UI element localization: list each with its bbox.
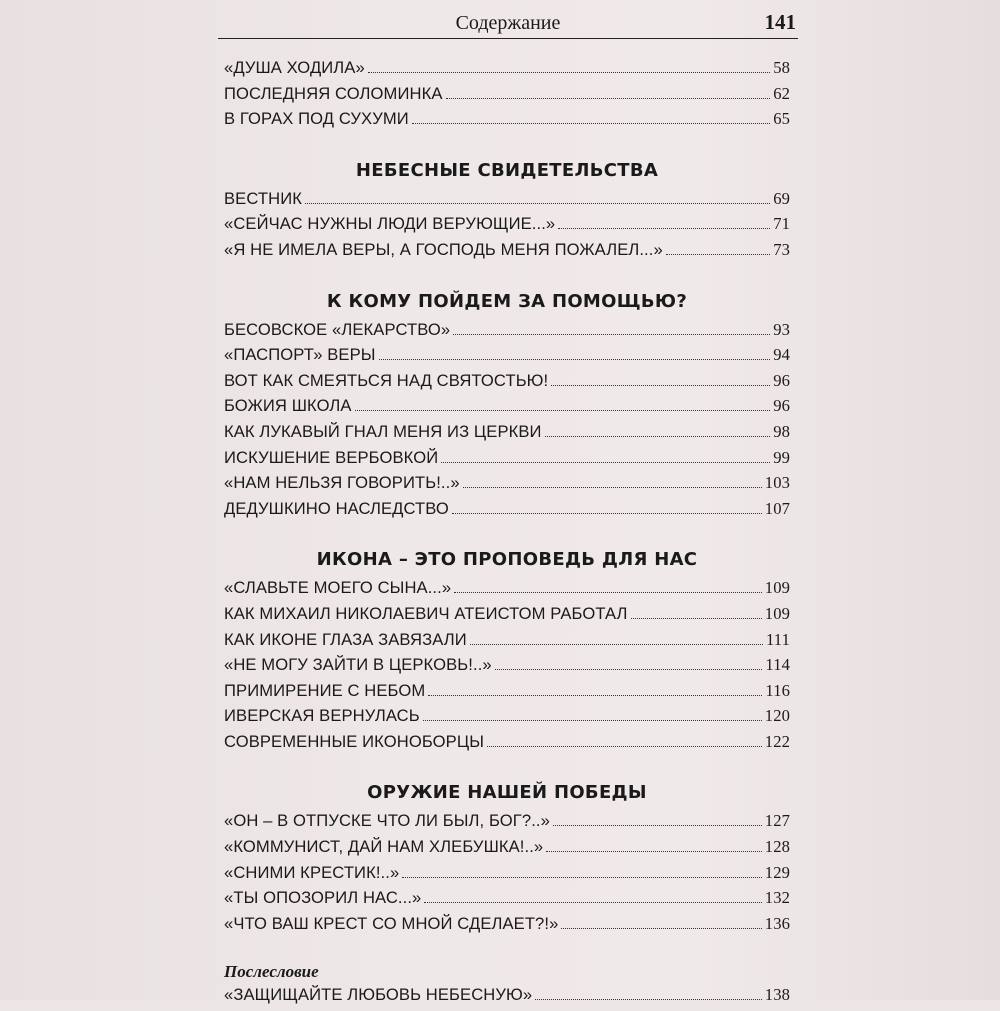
toc-entry-title: ПРИМИРЕНИЕ С НЕБОМ [224, 680, 426, 700]
toc-entry-title: «ЗАЩИЩАЙТЕ ЛЮБОВЬ НЕБЕСНУЮ» [224, 985, 533, 1005]
page-header [218, 6, 798, 39]
toc-entry-page: 96 [773, 370, 790, 390]
dot-leader [631, 618, 762, 619]
dot-leader [561, 928, 761, 929]
toc-entry-page: 103 [764, 473, 790, 493]
toc-entry-title: «ПАСПОРТ» ВЕРЫ [224, 345, 376, 365]
toc-entry-title: «ТЫ ОПОЗОРИЛ НАС...» [224, 888, 422, 908]
toc-entry-page: 109 [764, 603, 790, 623]
toc-entry[interactable] [224, 189, 790, 215]
toc-entry-page: 73 [773, 239, 790, 259]
toc-entry-page: 58 [773, 58, 790, 77]
dot-leader [424, 902, 761, 903]
toc-entry-title: ИСКУШЕНИЕ ВЕРБОВКОЙ [224, 447, 439, 467]
toc-entry-page: 98 [773, 421, 790, 441]
toc-entry-title: «СЕЙЧАС НУЖНЫ ЛЮДИ ВЕРУЮЩИЕ...» [224, 214, 556, 234]
dot-leader [463, 487, 762, 488]
toc-entry-title: «ЧТО ВАШ КРЕСТ СО МНОЙ СДЕЛАЕТ?!» [224, 913, 559, 933]
toc-entry-title: ИВЕРСКАЯ ВЕРНУЛАСЬ [224, 706, 420, 726]
section-heading: НЕБЕСНЫЕ СВИДЕТЕЛЬСТВА [355, 159, 659, 181]
toc-entry-title: КАК ИКОНЕ ГЛАЗА ЗАВЯЗАЛИ [224, 629, 467, 649]
toc-entry-title: «ОН – В ОТПУСКЕ ЧТО ЛИ БЫЛ, БОГ?..» [224, 811, 550, 831]
toc-entry[interactable] [224, 109, 790, 135]
toc-entry-page: 99 [773, 447, 790, 467]
toc-entry[interactable] [224, 214, 790, 240]
toc-entry-page: 129 [764, 862, 790, 882]
toc-entry[interactable] [224, 863, 790, 889]
toc-entry-title: ВОТ КАК СМЕЯТЬСЯ НАД СВЯТОСТЬЮ! [224, 370, 549, 390]
toc-entry[interactable] [224, 706, 790, 732]
dot-leader [553, 825, 762, 826]
toc-entry-title: В ГОРАХ ПОД СУХУМИ [224, 109, 409, 129]
dot-leader [446, 98, 771, 99]
dot-leader [545, 436, 771, 437]
toc-entry[interactable] [224, 84, 790, 110]
running-title: Содержание [455, 12, 561, 34]
dot-leader [412, 123, 770, 124]
toc-entry[interactable] [224, 630, 790, 656]
dot-leader [379, 359, 771, 360]
toc-entry-title: БОЖИЯ ШКОЛА [224, 396, 352, 416]
table-of-contents [224, 58, 790, 1011]
dot-leader [453, 334, 770, 335]
toc-entry-title: БЕСОВСКОЕ «ЛЕКАРСТВО» [224, 319, 451, 339]
toc-entry-page: 128 [764, 837, 790, 857]
toc-entry-page: 109 [764, 578, 790, 598]
toc-entry-page: 127 [764, 811, 790, 831]
toc-entry[interactable] [224, 448, 790, 474]
toc-entry-title: ВЕСТНИК [224, 188, 302, 208]
dot-leader [558, 228, 770, 229]
toc-entry-title: «СЛАВЬТЕ МОЕГО СЫНА...» [224, 578, 452, 598]
toc-entry[interactable] [224, 811, 790, 837]
toc-entry-page: 111 [766, 629, 790, 649]
toc-entry-page: 107 [764, 498, 790, 518]
toc-entry-page: 65 [773, 109, 790, 129]
toc-entry-page: 116 [765, 680, 790, 700]
dot-leader [441, 462, 770, 463]
toc-entry-page: 136 [764, 913, 790, 933]
toc-entry[interactable] [224, 604, 790, 630]
toc-entry-page: 71 [773, 214, 790, 234]
dot-leader [355, 410, 771, 411]
toc-entry[interactable] [224, 320, 790, 346]
toc-entry-title: «СНИМИ КРЕСТИК!..» [224, 862, 400, 882]
toc-entry[interactable] [224, 578, 790, 604]
dot-leader [551, 385, 770, 386]
toc-entry-title: КАК МИХАИЛ НИКОЛАЕВИЧ АТЕИСТОМ РАБОТАЛ [224, 603, 628, 623]
dot-leader [452, 513, 762, 514]
dot-leader [368, 72, 770, 73]
dot-leader [428, 695, 762, 696]
toc-entry-page: 132 [764, 888, 790, 908]
toc-entry[interactable] [224, 240, 790, 266]
toc-entry-title: «ДУША ХОДИЛА» [224, 58, 365, 77]
dot-leader [495, 669, 763, 670]
toc-entry-title: «НЕ МОГУ ЗАЙТИ В ЦЕРКОВЬ!..» [224, 655, 492, 675]
toc-entry-afterword[interactable] [224, 985, 790, 1011]
toc-entry[interactable] [224, 371, 790, 397]
toc-entry-title: ДЕДУШКИНО НАСЛЕДСТВО [224, 498, 449, 518]
toc-entry[interactable] [224, 58, 790, 84]
dot-leader [470, 644, 763, 645]
afterword-label: Послесловие [224, 962, 319, 982]
toc-entry-page: 114 [765, 655, 790, 675]
toc-entry-title: КАК ЛУКАВЫЙ ГНАЛ МЕНЯ ИЗ ЦЕРКВИ [224, 421, 542, 441]
toc-entry[interactable] [224, 345, 790, 371]
dot-leader [454, 592, 762, 593]
toc-entry-page: 96 [773, 396, 790, 416]
toc-entry-title: СОВРЕМЕННЫЕ ИКОНОБОРЦЫ [224, 731, 485, 751]
toc-entry[interactable] [224, 732, 790, 758]
toc-entry-page: 122 [764, 731, 790, 751]
toc-entry[interactable] [224, 396, 790, 422]
dot-leader [666, 254, 770, 255]
toc-entry[interactable] [224, 888, 790, 914]
toc-entry[interactable] [224, 655, 790, 681]
dot-leader [546, 851, 762, 852]
toc-entry-title: ПОСЛЕДНЯЯ СОЛОМИНКА [224, 83, 443, 103]
toc-entry-page: 62 [773, 83, 790, 103]
toc-entry-page: 94 [773, 345, 790, 365]
toc-entry[interactable] [224, 422, 790, 448]
toc-entry-title: «Я НЕ ИМЕЛА ВЕРЫ, А ГОСПОДЬ МЕНЯ ПОЖАЛЕЛ...» [224, 239, 663, 259]
toc-entry[interactable] [224, 681, 790, 707]
section-heading: ИКОНА – ЭТО ПРОПОВЕДЬ ДЛЯ НАС [316, 549, 698, 571]
toc-entry[interactable] [224, 499, 790, 525]
section-heading: К КОМУ ПОЙДЕМ ЗА ПОМОЩЬЮ? [326, 290, 688, 312]
toc-entry-page: 69 [773, 188, 790, 208]
toc-entry[interactable] [224, 837, 790, 863]
section-heading: ОРУЖИЕ НАШЕЙ ПОБЕДЫ [367, 782, 647, 804]
toc-entry-title: «КОММУНИСТ, ДАЙ НАМ ХЛЕБУШКА!..» [224, 837, 544, 857]
toc-entry[interactable] [224, 473, 790, 499]
toc-entry-title: «НАМ НЕЛЬЗЯ ГОВОРИТЬ!..» [224, 473, 460, 493]
toc-entry-page: 138 [764, 985, 790, 1005]
dot-leader [305, 203, 770, 204]
toc-entry-page: 120 [764, 706, 790, 726]
dot-leader [423, 720, 762, 721]
page-number: 141 [764, 10, 796, 34]
toc-entry[interactable] [224, 914, 790, 940]
toc-entry-page: 93 [773, 319, 790, 339]
dot-leader [402, 877, 761, 878]
dot-leader [487, 746, 762, 747]
